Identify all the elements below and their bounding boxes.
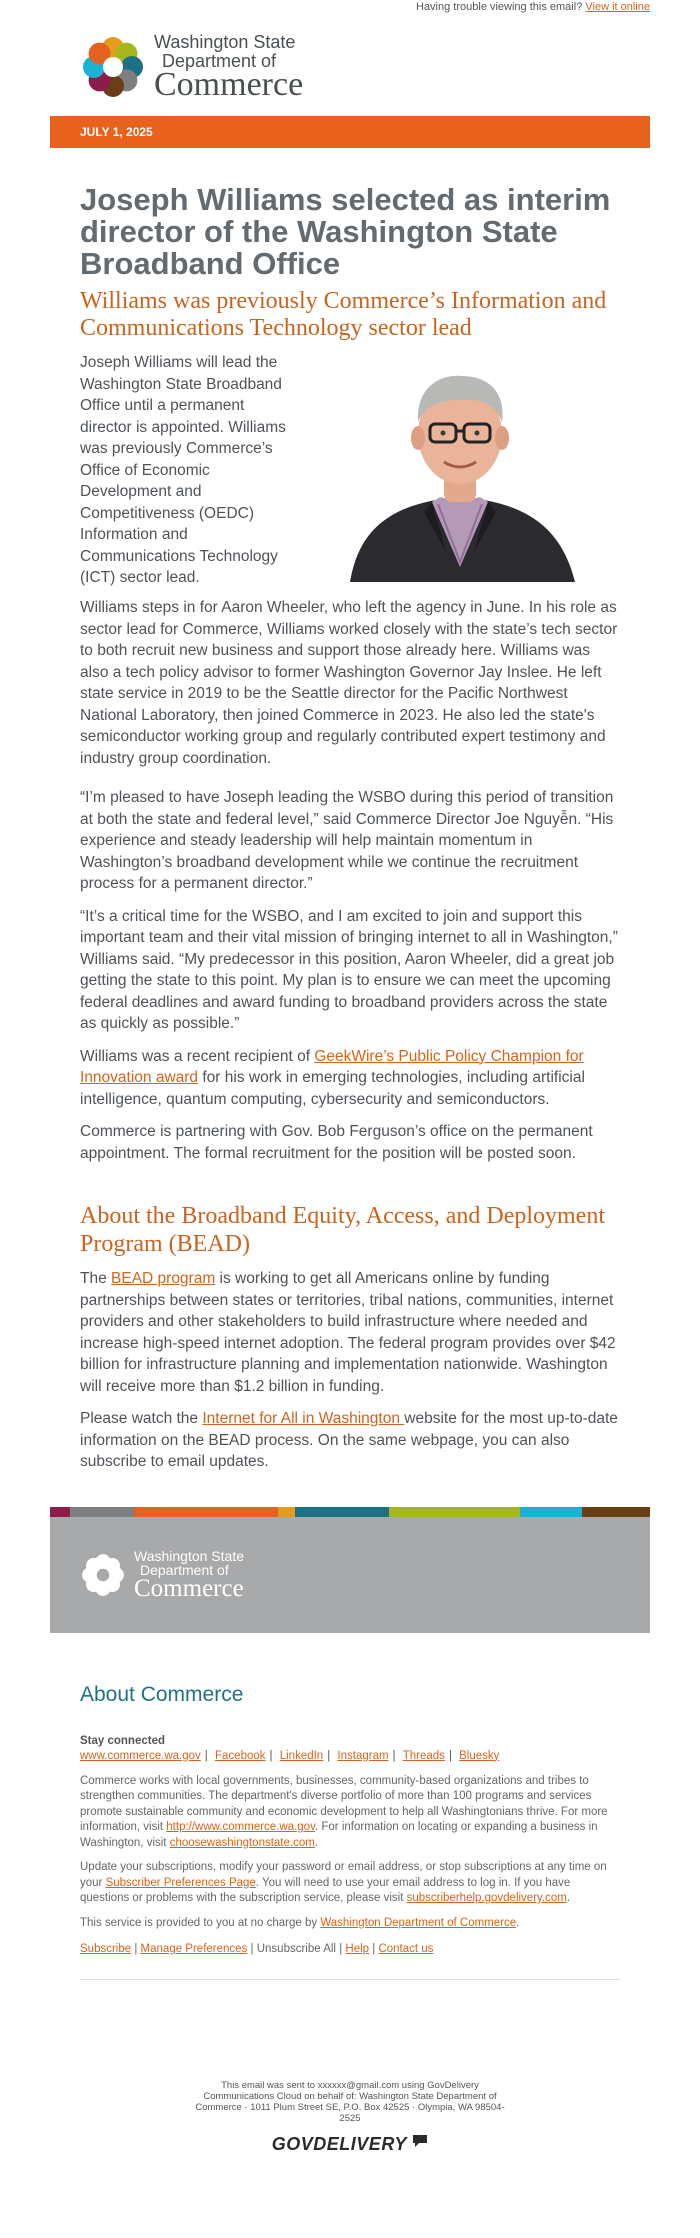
stripe-segment bbox=[520, 1507, 582, 1517]
commerce-logo[interactable] bbox=[50, 18, 650, 116]
stripe-segment bbox=[295, 1507, 389, 1517]
manage-preferences-link[interactable]: Manage Preferences bbox=[140, 1943, 248, 1955]
unsubscribe-all-text[interactable]: Unsubscribe All bbox=[256, 1943, 336, 1955]
help-link[interactable]: Help bbox=[345, 1943, 370, 1955]
article-title: Joseph Williams selected as interim director of the Washington State Broadband Office bbox=[80, 182, 611, 281]
quote-director: “I’m pleased to have Joseph leading the WSBO during this period of transition at both the state and federal level,” said Commerce Director Joe Nguyễn. “His experience and steady leadership will help maintain momentum in Washington’s broadband development while we continue the recruitment process for a permanent director.” bbox=[80, 789, 614, 892]
joseph-williams-portrait bbox=[320, 352, 600, 582]
logo-wordmark bbox=[154, 33, 303, 102]
trouble-text: Having trouble viewing this email? bbox=[416, 1, 583, 13]
bead-heading: About the Broadband Equity, Access, and Deployment Program (BEAD) bbox=[80, 1203, 605, 1257]
bead-paragraph-2: Please watch the Internet for All in Washington website for the most up-to-date information on the BEAD process. On the same webpage, you can also subscribe to email updates. bbox=[80, 1410, 618, 1470]
article-subtitle: Williams was previously Commerce’s Information and Communications Technology sector lead bbox=[80, 288, 607, 341]
subscriber-preferences-link[interactable]: Subscriber Preferences Page bbox=[105, 1876, 256, 1889]
geekwire-award-link[interactable]: GeekWire’s Public Policy Champion for Innovation award bbox=[80, 1047, 584, 1086]
commerce-flower-icon bbox=[80, 34, 146, 100]
paragraph-steps-in: Williams steps in for Aaron Wheeler, who left the agency in June. In his role as sector lead for Commerce, Williams worked closely with the state’s tech sector to both recruit new business and support those already here. Williams was also a tech policy advisor to former Washington Governor Jay Inslee. He left state service in 2019 to be the Seattle director for the Pacific Northwest National Laboratory, then joined Commerce in 2023. He also led the state's semiconductor working group and regularly contributed expert testimony and industry group coordination. bbox=[80, 599, 618, 767]
stay-connected-label: Stay connected bbox=[80, 1734, 165, 1747]
commerce-flower-white-icon bbox=[80, 1552, 126, 1598]
bluesky-link[interactable]: Bluesky bbox=[459, 1749, 500, 1762]
about-commerce-heading: About Commerce bbox=[80, 1682, 244, 1706]
view-online-link[interactable]: View it online bbox=[585, 1, 650, 13]
footer bbox=[50, 1683, 650, 2156]
website-link[interactable]: www.commerce.wa.gov bbox=[80, 1749, 201, 1762]
bead-paragraph-1: The BEAD program is working to get all Americans online by funding partnerships between states or territories, tribal nations, communities, internet providers and other stakeholders to build infrastructure where needed and increase high-speed internet adoption. The federal program provides over $42 billion for infrastructure planning and implementation nationwide. Washington will receive more than $1.2 billion in funding. bbox=[80, 1270, 616, 1395]
govdelivery-logo[interactable] bbox=[80, 2134, 620, 2155]
social-links: www.commerce.wa.gov | Facebook | LinkedIn | Instagram | Threads | Bluesky bbox=[80, 1749, 500, 1762]
update-paragraph: Update your subscriptions, modify your password or email address, or stop subscriptions at any time on your Subscriber Preferences Page. You will need to use your email address to log in. If you have questions or problems with the subscription service, please visit subscriberhelp.govdelivery.com. bbox=[80, 1861, 607, 1904]
stripe-segment bbox=[50, 1507, 70, 1517]
date-bar: JULY 1, 2025 bbox=[50, 116, 650, 148]
govdelivery-wordmark: GOVDELIVERY bbox=[271, 2134, 407, 2154]
threads-link[interactable]: Threads bbox=[402, 1749, 445, 1762]
department-link[interactable]: Washington Department of Commerce bbox=[320, 1916, 517, 1929]
top-bar bbox=[50, 0, 650, 18]
paragraph-award: Williams was a recent recipient of GeekWire’s Public Policy Champion for Innovation award for his work in emerging technologies, including artificial intelligence, quantum computing, cybersecurity and semiconductors. bbox=[80, 1047, 585, 1108]
footer-logo-line-2: Department of bbox=[140, 1561, 229, 1578]
footer-logo-box bbox=[50, 1517, 650, 1633]
logo-line-2: Department of bbox=[162, 50, 277, 71]
stripe-segment bbox=[389, 1507, 520, 1517]
stripe-segment bbox=[70, 1507, 134, 1517]
paragraph-partnering: Commerce is partnering with Gov. Bob Ferguson’s office on the permanent appointment. The formal recruitment for the position will be posted soon. bbox=[80, 1123, 593, 1162]
color-stripe bbox=[50, 1507, 650, 1517]
intro-paragraph: Joseph Williams will lead the Washington State Broadband Office until a permanent director is appointed. Williams was previously Commerce’s Office of Economic Development and Competitiveness (OEDC) Information and Communications Technology (ICT) sector lead. bbox=[80, 354, 286, 586]
bead-program-link[interactable]: BEAD program bbox=[111, 1270, 216, 1287]
footer-divider bbox=[80, 1979, 620, 1980]
subscriber-help-link[interactable]: subscriberhelp.govdelivery.com bbox=[406, 1892, 567, 1904]
footer-logo-line-1: Washington State bbox=[134, 1547, 244, 1564]
email-container bbox=[50, 0, 650, 2155]
commerce-url-link[interactable]: http://www.commerce.wa.gov bbox=[166, 1821, 315, 1833]
footer-logo-wordmark bbox=[134, 1549, 244, 1601]
logo-line-3: Commerce bbox=[154, 65, 304, 103]
linkedin-link[interactable]: LinkedIn bbox=[279, 1749, 324, 1762]
legal-text: This email was sent to xxxxxx@gmail.com using GovDelivery Communications Cloud on behalf of: Washington State Department of Commerce · 1011 Plum Street SE, P.O. Box 42525 · Olympia, WA 98504-2525 bbox=[195, 2080, 505, 2124]
article-body bbox=[50, 184, 650, 1473]
footer-logo-line-3: Commerce bbox=[134, 1574, 244, 1602]
facebook-link[interactable]: Facebook bbox=[215, 1749, 266, 1762]
stripe-segment bbox=[278, 1507, 295, 1517]
quote-williams: “It’s a critical time for the WSBO, and I am excited to join and support this important team and their vital mission of bringing internet to all in Washington,” Williams said. “My predecessor in this position, Aaron Wheeler, did a great job getting the state to this point. My plan is to ensure we can meet the upcoming federal deadlines and award funding to broadband providers across the state as quickly as possible.” bbox=[80, 907, 618, 1032]
service-paragraph: This service is provided to you at no charge by Washington Department of Commerce. bbox=[80, 1916, 520, 1929]
stripe-segment bbox=[582, 1507, 650, 1517]
subscription-links: Subscribe | Manage Preferences | Unsubscribe All | Help | Contact us bbox=[80, 1943, 434, 1955]
subscribe-link[interactable]: Subscribe bbox=[80, 1943, 132, 1955]
speech-bubble-icon bbox=[412, 2134, 428, 2148]
internet-for-all-link[interactable]: Internet for All in Washington bbox=[202, 1410, 405, 1427]
contact-us-link[interactable]: Contact us bbox=[378, 1943, 434, 1955]
logo-line-1: Washington State bbox=[154, 31, 296, 52]
instagram-link[interactable]: Instagram bbox=[337, 1749, 389, 1762]
stripe-segment bbox=[134, 1507, 278, 1517]
intro-section bbox=[80, 352, 620, 597]
choose-washington-link[interactable]: choosewashingtonstate.com bbox=[169, 1836, 315, 1849]
about-paragraph: Commerce works with local governments, businesses, community-based organizations and tribes to strengthen communities. The department's diverse portfolio of more than 100 programs and services promote sustainable community and economic development to help all Washingtonians thrive. For more information, visit http://www.commerce.wa.gov. For information on locating or expanding a business in Washington, visit choosewashingtonstate.com. bbox=[80, 1774, 608, 1849]
